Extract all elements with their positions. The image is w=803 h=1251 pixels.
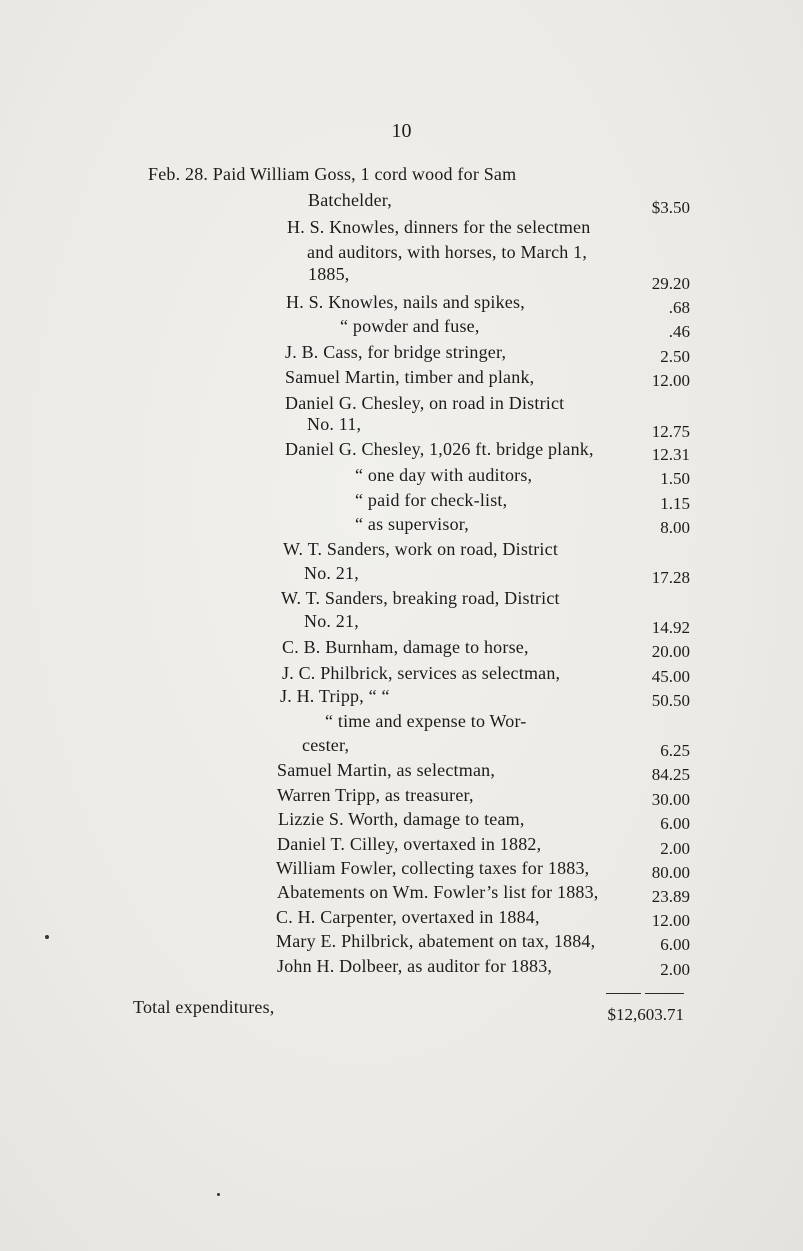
entry-text: No. 21, — [304, 611, 359, 631]
entry-text: John H. Dolbeer, as auditor for 1883, — [277, 956, 553, 976]
entry-amount: 2.00 — [660, 960, 690, 979]
entry-amount: 29.20 — [651, 274, 690, 293]
entry-amount: 8.00 — [660, 518, 690, 537]
entry-text: Daniel T. Cilley, overtaxed in 1882, — [277, 834, 542, 854]
entry-amount: 80.00 — [651, 863, 690, 882]
entry-text: Lizzie S. Worth, damage to team, — [278, 809, 525, 829]
entry-text: C. H. Carpenter, overtaxed in 1884, — [276, 907, 540, 927]
entry-text: Samuel Martin, timber and plank, — [285, 367, 535, 387]
entry-text: “ as supervisor, — [355, 514, 469, 534]
entry-amount: 23.89 — [651, 887, 690, 906]
entry-text: and auditors, with horses, to March 1, — [307, 242, 588, 262]
entry-amount: .46 — [668, 322, 690, 341]
entry-amount: 50.50 — [651, 691, 690, 710]
entry-text: H. S. Knowles, nails and spikes, — [286, 292, 525, 312]
entry-amount: 12.31 — [651, 445, 690, 464]
entry-text: Mary E. Philbrick, abatement on tax, 1884, — [276, 931, 596, 951]
entry-text: Daniel G. Chesley, on road in District — [285, 393, 565, 413]
sum-rule-right — [645, 993, 684, 994]
entry-text: J. C. Philbrick, services as selectman, — [282, 663, 561, 683]
entry-amount: 12.00 — [651, 371, 690, 390]
entry-amount: $3.50 — [651, 198, 690, 217]
entry-text: Abatements on Wm. Fowler’s list for 1883, — [277, 882, 599, 902]
entry-amount: 30.00 — [651, 790, 690, 809]
entry-text: Warren Tripp, as treasurer, — [277, 785, 474, 805]
entry-amount: 12.00 — [651, 911, 690, 930]
sum-rule-left — [606, 993, 641, 994]
entry-amount: 1.15 — [660, 494, 690, 513]
entry-amount: 6.00 — [660, 935, 690, 954]
entry-text: “ time and expense to Wor- — [325, 711, 527, 731]
entry-text: W. T. Sanders, breaking road, District — [281, 588, 560, 608]
entry-text: J. B. Cass, for bridge stringer, — [285, 342, 507, 362]
entry-amount: 1.50 — [660, 469, 690, 488]
entry-amount: 2.50 — [660, 347, 690, 366]
entry-text: No. 11, — [307, 414, 362, 434]
entry-amount: 20.00 — [651, 642, 690, 661]
entry-amount: .68 — [668, 298, 690, 317]
paper-speck — [217, 1193, 220, 1196]
entry-text: “ paid for check-list, — [355, 490, 508, 510]
entry-amount: 2.00 — [660, 839, 690, 858]
entry-text: “ one day with auditors, — [355, 465, 533, 485]
paper-speck — [45, 935, 49, 939]
entry-text: “ powder and fuse, — [340, 316, 480, 336]
entry-amount: 17.28 — [651, 568, 690, 587]
page-number: 10 — [391, 120, 412, 142]
entry-amount: 84.25 — [651, 765, 690, 784]
total-label: Total expenditures, — [133, 997, 275, 1017]
entry-text: Batchelder, — [308, 190, 392, 210]
entry-text: Feb. 28. Paid William Goss, 1 cord wood for Sam — [148, 164, 517, 184]
entry-text: Samuel Martin, as selectman, — [277, 760, 496, 780]
total-amount: $12,603.71 — [607, 1005, 684, 1024]
entry-amount: 6.00 — [660, 814, 690, 833]
entry-amount: 45.00 — [651, 667, 690, 686]
entry-text: H. S. Knowles, dinners for the selectmen — [287, 217, 591, 237]
entry-text: 1885, — [308, 264, 350, 284]
entry-text: Daniel G. Chesley, 1,026 ft. bridge plank, — [285, 439, 594, 459]
entry-text: C. B. Burnham, damage to horse, — [282, 637, 529, 657]
entry-amount: 14.92 — [651, 618, 690, 637]
entry-text: W. T. Sanders, work on road, District — [283, 539, 559, 559]
entry-amount: 12.75 — [651, 422, 690, 441]
entry-text: William Fowler, collecting taxes for 1883, — [276, 858, 590, 878]
entry-text: cester, — [302, 735, 350, 755]
entry-text: No. 21, — [304, 563, 359, 583]
entry-text: J. H. Tripp, “ “ — [280, 686, 390, 706]
entry-amount: 6.25 — [660, 741, 690, 760]
